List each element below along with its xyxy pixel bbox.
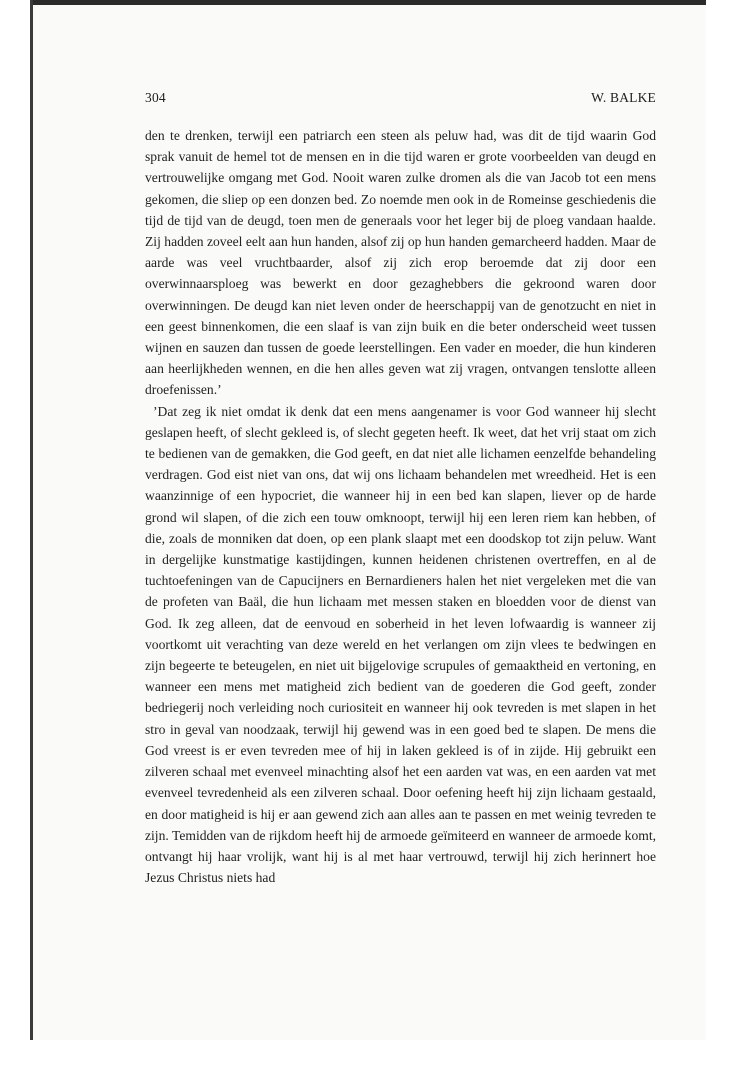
- page-number: 304: [145, 90, 166, 105]
- running-head: W. BALKE: [591, 90, 656, 105]
- paragraph: ’Dat zeg ik niet omdat ik denk dat een mens aangenamer is voor God wanneer hij slecht geslapen heeft, of slecht gekleed is, of slecht gegeten heeft. Ik weet, dat het vrij staat om zich te bedienen van de gemakken, die God geeft, en dat niet alle lichamen eenzelfde behandeling verdragen. God eist niet van ons, dat wij ons lichaam behandelen met wreedheid. Het is een waanzinnige of een hypocriet, die wanneer hij in een bed kan slapen, liever op de harde grond wil slapen, of die zich een touw omknoopt, terwijl hij een leren riem kan hebben, of die, zoals de monniken dat doen, op een plank slaapt met een doodskop tot zijn peluw. Want in dergelijke kunstmatige kastijdingen, kunnen heidenen christenen overtreffen, en al de tuchtoefeningen van de Capucijners en Bernardieners halen het niet vergeleken met die van de profeten van Baäl, die hun lichaam met messen staken en bloedden voor de dienst van God. Ik zeg alleen, dat de eenvoud en soberheid in het leven lofwaardig is wanneer zij voortkomt uit verachting van deze wereld en het verlangen om zijn vlees te bedwingen en zijn begeerte te beteugelen, en niet uit bijgelovige scrupules of gemaaktheid en vertoning, en wanneer een mens met matigheid zich bedient van de goederen die God geeft, zonder bedriegerij noch verleiding noch curiositeit en wanneer hij ook tevreden is met slapen in het stro in geval van noodzaak, terwijl hij gewend was in een goed bed te slapen. De mens die God vreest is er even tevreden mee of hij in laken gekleed is of in zijde. Hij gebruikt een zilveren schaal met evenveel minachting alsof het een aarden vat was, en een aarden vat met evenveel tevredenheid als een zilveren schaal. Door oefening heeft hij zijn lichaam gestaald, en door matigheid is hij er aan gewend zich aan alles aan te passen en met weinig tevreden te zijn. Temidden van de rijkdom heeft hij de armoede geïmiteerd en wanneer de armoede komt, ontvangt hij haar vrolijk, want hij is al met haar vertrouwd, terwijl hij zich herinnert hoe Jezus Christus niets had: [145, 403, 656, 886]
- body-text: [145, 125, 656, 888]
- paragraph: den te drenken, terwijl een patriarch een steen als peluw had, was dit de tijd waarin God sprak vanuit de hemel tot de mensen en in die tijd waren er grote voorbeelden van deugd en vertrouwelijke omgang met God. Nooit waren zulke dromen als die van Jacob tot een mens gekomen, die sliep op een donzen bed. Zo noemde men ook in de Romeinse geschiedenis die tijd de tijd van de deugd, toen men de generaals voor het leger bij de ploeg vandaan haalde. Zij hadden zoveel eelt aan hun handen, alsof zij op hun handen gemarcheerd hadden. Maar de aarde was veel vruchtbaarder, alsof zij zich erop beroemde dat zij door een overwinnaarsploeg was bewerkt en door gezaghebbers die gekroond waren door overwinningen. De deugd kan niet leven onder de heerschappij van de genotzucht en niet in een geest binnenkomen, die een slaaf is van zijn buik en die beter onderscheid weet tussen wijnen en sauzen dan tussen de goede leerstellingen. Een vader en moeder, die hun kinderen aan heerlijkheden wennen, en die hen alles geven wat zij vragen, ontvangen tenslotte alleen droefenissen.’: [145, 128, 656, 398]
